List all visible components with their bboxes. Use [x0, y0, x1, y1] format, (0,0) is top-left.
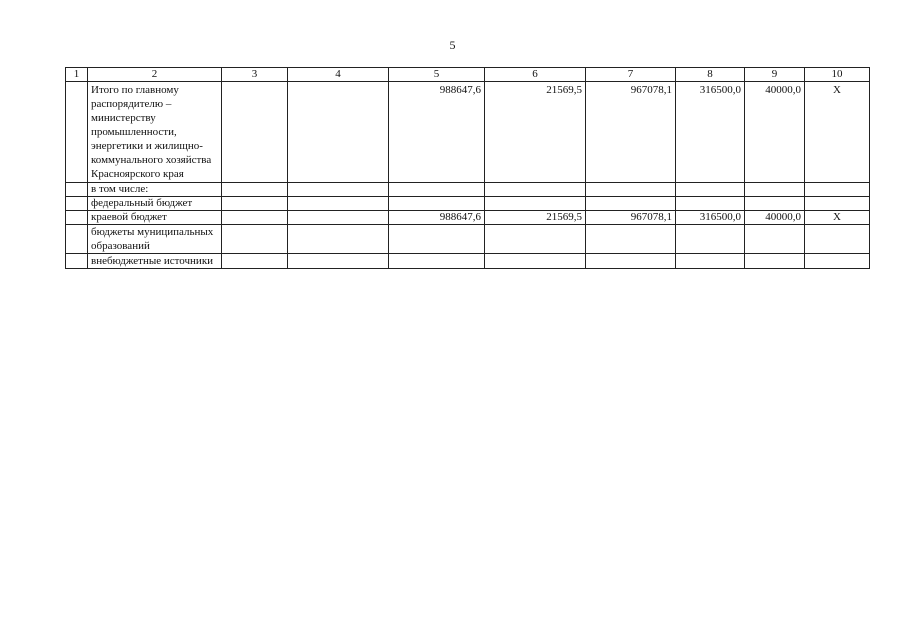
table-cell [676, 197, 745, 211]
table-cell [222, 254, 288, 269]
table-cell [389, 183, 485, 197]
column-header: 4 [288, 68, 389, 82]
column-header: 3 [222, 68, 288, 82]
table-cell [66, 211, 88, 225]
table-cell [222, 82, 288, 183]
column-header: 6 [485, 68, 586, 82]
table-cell [66, 254, 88, 269]
column-header: 10 [805, 68, 870, 82]
budget-table [65, 67, 870, 269]
table-cell [222, 183, 288, 197]
row-label: Итого по главному распорядителю – министерству промышленности, энергетики и жилищно-коммунального хозяйства Красноярского края [88, 82, 222, 183]
row-label: федеральный бюджет [88, 197, 222, 211]
column-header: 1 [66, 68, 88, 82]
table-cell [586, 197, 676, 211]
table-cell [66, 197, 88, 211]
column-header: 9 [745, 68, 805, 82]
table-cell [676, 183, 745, 197]
table-row [66, 211, 870, 225]
row-label: в том числе: [88, 183, 222, 197]
table-cell: Х [805, 211, 870, 225]
table-cell: 21569,5 [485, 82, 586, 183]
row-label: бюджеты муниципальных образований [88, 225, 222, 254]
table-cell [222, 197, 288, 211]
table-cell [485, 183, 586, 197]
table-cell: 316500,0 [676, 82, 745, 183]
table-row [66, 225, 870, 254]
table-cell [66, 183, 88, 197]
table-cell [485, 197, 586, 211]
table-cell [389, 225, 485, 254]
row-label: внебюджетные источники [88, 254, 222, 269]
table-cell [288, 254, 389, 269]
table-cell: 988647,6 [389, 211, 485, 225]
column-header: 8 [676, 68, 745, 82]
table-cell [288, 82, 389, 183]
row-label: краевой бюджет [88, 211, 222, 225]
table-cell [745, 183, 805, 197]
table-row [66, 197, 870, 211]
table-cell [805, 225, 870, 254]
page-number: 5 [449, 38, 456, 52]
table-cell: Х [805, 82, 870, 183]
column-header: 7 [586, 68, 676, 82]
table-cell [745, 254, 805, 269]
column-header: 5 [389, 68, 485, 82]
table-cell [745, 225, 805, 254]
table-cell [389, 197, 485, 211]
table-cell: 21569,5 [485, 211, 586, 225]
table-cell [288, 183, 389, 197]
table-cell [586, 225, 676, 254]
table-cell: 316500,0 [676, 211, 745, 225]
table-cell [288, 211, 389, 225]
table-row [66, 254, 870, 269]
table-cell [676, 254, 745, 269]
table-cell [222, 211, 288, 225]
table-cell [676, 225, 745, 254]
table-cell [805, 254, 870, 269]
table-cell [586, 183, 676, 197]
table-cell [745, 197, 805, 211]
table-row [66, 183, 870, 197]
table-cell [805, 197, 870, 211]
table-cell: 967078,1 [586, 82, 676, 183]
table-header-row [66, 68, 870, 82]
table-cell [586, 254, 676, 269]
table-cell [288, 197, 389, 211]
table-cell [485, 225, 586, 254]
table-cell: 988647,6 [389, 82, 485, 183]
table-cell [485, 254, 586, 269]
table-cell [66, 225, 88, 254]
table-cell [805, 183, 870, 197]
table-cell [66, 82, 88, 183]
table-cell: 40000,0 [745, 82, 805, 183]
table-cell [389, 254, 485, 269]
table-cell: 967078,1 [586, 211, 676, 225]
table-row-total [66, 82, 870, 183]
table-cell: 40000,0 [745, 211, 805, 225]
table-cell [222, 225, 288, 254]
table-cell [288, 225, 389, 254]
column-header: 2 [88, 68, 222, 82]
